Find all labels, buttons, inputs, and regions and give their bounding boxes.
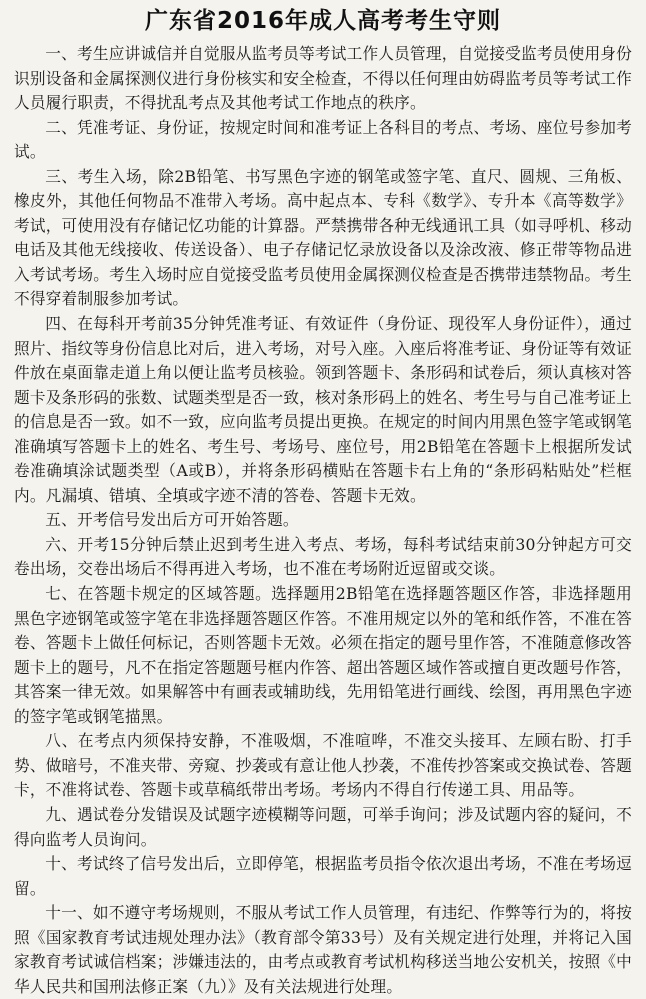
rule-item-3: 三、考生入场，除2B铅笔、书写黑色字迹的钢笔或签字笔、直尺、圆规、三角板、橡皮外，其他任何物品不准带入考场。高中起点本、专科《数学》、专升本《高等数学》考试，可使用没有存储记忆功能的计算器。严禁携带各种无线通讯工具（如寻呼机、移动电话及其他无线接收、传送设备）、电子存储记忆录放设备以及涂改液、修正带等物品进入考试考场。考生入场时应自觉接受监考员使用金属探测仪检查是否携带违禁物品。考生不得穿着制服参加考试。 bbox=[14, 166, 632, 309]
rule-item-4: 四、在每科开考前35分钟凭准考证、有效证件（身份证、现役军人身份证件），通过照片、指纹等身份信息比对后，进入考场，对号入座。入座后将准考证、身份证等有效证件放在桌面靠走道上角以便让监考员核验。领到答题卡、条形码和试卷后，须认真核对答题卡及条形码的张数、试题类型是否一致，核对条形码上的姓名、考生号与自己准考证上的信息是否一致。如不一致，应向监考员提出更换。在规定的时间内用黑色签字笔或钢笔准确填写答题卡上的姓名、考生号、考场号、座位号，用2B铅笔在答题卡上根据所发试卷准确填涂试题类型（A或B），并将条形码横贴在答题卡右上角的“条形码粘贴处”栏框内。凡漏填、错填、全填或字迹不清的答卷、答题卡无效。 bbox=[14, 314, 632, 505]
rule-item-10: 十、考试终了信号发出后，立即停笔，根据监考员指令依次退出考场，不准在考场逗留。 bbox=[14, 854, 632, 898]
rule-item-8: 八、在考点内须保持安静，不准吸烟，不准喧哗，不准交头接耳、左顾右盼、打手势、做暗号，不准夹带、旁窥、抄袭或有意让他人抄袭，不准传抄答案或交换试卷、答题卡，不准将试卷、答题卡或草稿纸带出考场。考场内不得自行传递工具、用品等。 bbox=[14, 731, 632, 800]
rule-item-9: 九、遇试卷分发错误及试题字迹模糊等问题，可举手询问；涉及试题内容的疑问，不得向监考人员询问。 bbox=[14, 804, 632, 849]
rule-item-6: 六、开考15分钟后禁止迟到考生进入考点、考场，每科考试结束前30分钟起方可交卷出场，交卷出场后不得再进入考场，也不准在考场附近逗留或交谈。 bbox=[14, 534, 632, 579]
rule-item-7: 七、在答题卡规定的区域答题。选择题用2B铅笔在选择题答题区作答，非选择题用黑色字迹钢笔或签字笔在非选择题答题区作答。不准用规定以外的笔和纸作答，不准在答卷、答题卡上做任何标记，否则答题卡无效。必须在指定的题号里作答，不准随意修改答题卡上的题号，凡不在指定答题题号框内作答、超出答题区域作答或擅自更改题号作答，其答案一律无效。如果解答中有画表或辅助线，先用铅笔进行画线、绘图，再用黑色字迹的签字笔或钢笔描黑。 bbox=[14, 584, 632, 726]
rule-item-11: 十一、如不遵守考场规则，不服从考试工作人员管理，有违纪、作弊等行为的，将按照《国家教育考试违规处理办法》（教育部令第33号）及有关规定进行处理，并将记入国家教育考试诚信档案；涉嫌违法的，由考点或教育考试机构移送当地公安机关，按照《中华人民共和国刑法修正案（九）》及有关法规进行处理。 bbox=[14, 903, 632, 996]
rule-item-1: 一、考生应讲诚信并自觉服从监考员等考试工作人员管理，自觉接受监考员使用身份识别设备和金属探测仪进行身份核实和安全检查，不得以任何理由妨碍监考员等考试工作人员履行职责，不得扰乱考点及其他考试工作地点的秩序。 bbox=[14, 44, 632, 113]
rule-item-5: 五、开考信号发出后方可开始答题。 bbox=[45, 510, 299, 530]
rules-list bbox=[14, 42, 632, 999]
rule-item-2: 二、凭准考证、身份证，按规定时间和准考证上各科目的考点、考场、座位号参加考试。 bbox=[14, 117, 632, 162]
page-title: 广东省2016年成人高考考生守则 bbox=[144, 8, 501, 34]
